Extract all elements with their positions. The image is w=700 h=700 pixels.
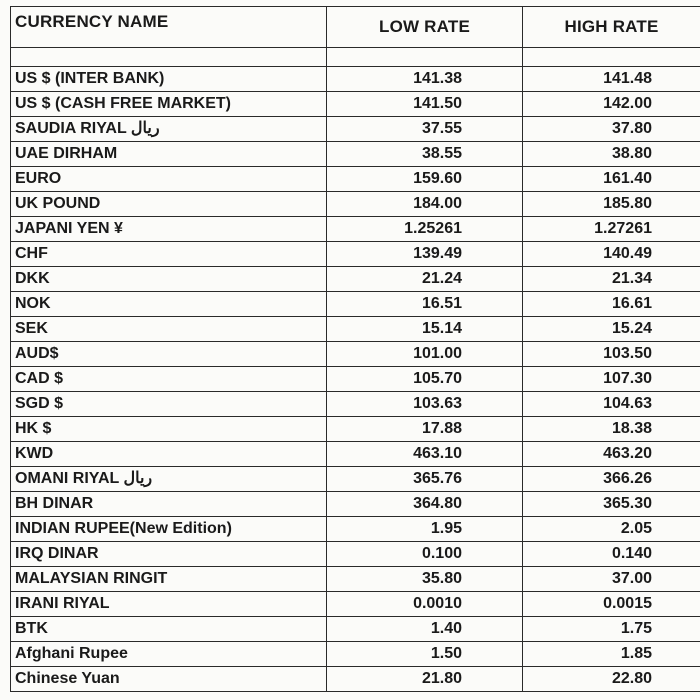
- high-rate-cell: 463.20: [523, 442, 700, 467]
- high-rate-cell: 140.49: [523, 242, 700, 267]
- table-row: [11, 167, 700, 192]
- table-row: [11, 442, 700, 467]
- low-rate-cell: 0.0010: [327, 592, 523, 617]
- high-rate-cell: 21.34: [523, 267, 700, 292]
- header-high-rate: HIGH RATE: [523, 7, 700, 48]
- currency-name-cell: INDIAN RUPEE(New Edition): [11, 517, 327, 542]
- currency-name-cell: UK POUND: [11, 192, 327, 217]
- low-rate-cell: 141.38: [327, 67, 523, 92]
- currency-name-cell: CHF: [11, 242, 327, 267]
- low-rate-cell: 1.50: [327, 642, 523, 667]
- low-rate-cell: 184.00: [327, 192, 523, 217]
- high-rate-cell: 161.40: [523, 167, 700, 192]
- low-rate-cell: 16.51: [327, 292, 523, 317]
- high-rate-cell: 1.75: [523, 617, 700, 642]
- table-row: [11, 542, 700, 567]
- currency-rate-table: [10, 6, 700, 692]
- low-rate-cell: 1.25261: [327, 217, 523, 242]
- currency-name-cell: NOK: [11, 292, 327, 317]
- currency-name-cell: IRANI RIYAL: [11, 592, 327, 617]
- low-rate-cell: 37.55: [327, 117, 523, 142]
- low-rate-cell: 38.55: [327, 142, 523, 167]
- high-rate-cell: 107.30: [523, 367, 700, 392]
- low-rate-cell: 17.88: [327, 417, 523, 442]
- table-row: [11, 667, 700, 692]
- table-row: [11, 492, 700, 517]
- low-rate-cell: 1.95: [327, 517, 523, 542]
- table-header: [11, 7, 700, 48]
- low-rate-cell: 141.50: [327, 92, 523, 117]
- currency-name-cell: BTK: [11, 617, 327, 642]
- currency-name-cell: US $ (CASH FREE MARKET): [11, 92, 327, 117]
- high-rate-cell: 16.61: [523, 292, 700, 317]
- currency-name-cell: AUD$: [11, 342, 327, 367]
- table-row: [11, 617, 700, 642]
- high-rate-cell: 142.00: [523, 92, 700, 117]
- spacer-cell: [327, 48, 523, 67]
- table-row: [11, 267, 700, 292]
- table-row: [11, 592, 700, 617]
- spacer-cell: [11, 48, 327, 67]
- currency-name-cell: JAPANI YEN ¥: [11, 217, 327, 242]
- low-rate-cell: 159.60: [327, 167, 523, 192]
- table-body: [11, 48, 700, 692]
- high-rate-cell: 18.38: [523, 417, 700, 442]
- low-rate-cell: 21.24: [327, 267, 523, 292]
- high-rate-cell: 103.50: [523, 342, 700, 367]
- currency-name-cell: HK $: [11, 417, 327, 442]
- table-row: [11, 467, 700, 492]
- currency-name-cell: MALAYSIAN RINGIT: [11, 567, 327, 592]
- table-row: [11, 117, 700, 142]
- table-row: [11, 642, 700, 667]
- table-row: [11, 367, 700, 392]
- high-rate-cell: 2.05: [523, 517, 700, 542]
- currency-name-cell: SGD $: [11, 392, 327, 417]
- high-rate-cell: 104.63: [523, 392, 700, 417]
- high-rate-cell: 37.00: [523, 567, 700, 592]
- currency-name-cell: OMANI RIYAL ریال: [11, 467, 327, 492]
- high-rate-cell: 141.48: [523, 67, 700, 92]
- currency-name-cell: US $ (INTER BANK): [11, 67, 327, 92]
- low-rate-cell: 15.14: [327, 317, 523, 342]
- high-rate-cell: 22.80: [523, 667, 700, 692]
- spacer-cell: [523, 48, 700, 67]
- currency-name-cell: EURO: [11, 167, 327, 192]
- low-rate-cell: 105.70: [327, 367, 523, 392]
- table-row: [11, 142, 700, 167]
- header-low-rate: LOW RATE: [327, 7, 523, 48]
- high-rate-cell: 365.30: [523, 492, 700, 517]
- table-row: [11, 292, 700, 317]
- high-rate-cell: 15.24: [523, 317, 700, 342]
- low-rate-cell: 21.80: [327, 667, 523, 692]
- low-rate-cell: 101.00: [327, 342, 523, 367]
- table-row: [11, 92, 700, 117]
- low-rate-cell: 0.100: [327, 542, 523, 567]
- low-rate-cell: 364.80: [327, 492, 523, 517]
- currency-name-cell: KWD: [11, 442, 327, 467]
- low-rate-cell: 1.40: [327, 617, 523, 642]
- high-rate-cell: 1.85: [523, 642, 700, 667]
- currency-name-cell: BH DINAR: [11, 492, 327, 517]
- table-row: [11, 567, 700, 592]
- table-row: [11, 417, 700, 442]
- currency-name-cell: SAUDIA RIYAL ریال: [11, 117, 327, 142]
- currency-name-cell: SEK: [11, 317, 327, 342]
- table-row: [11, 242, 700, 267]
- table-row: [11, 192, 700, 217]
- low-rate-cell: 35.80: [327, 567, 523, 592]
- currency-name-cell: IRQ DINAR: [11, 542, 327, 567]
- low-rate-cell: 365.76: [327, 467, 523, 492]
- low-rate-cell: 139.49: [327, 242, 523, 267]
- high-rate-cell: 366.26: [523, 467, 700, 492]
- high-rate-cell: 185.80: [523, 192, 700, 217]
- table-row: [11, 517, 700, 542]
- spacer-row: [11, 48, 700, 67]
- table-row: [11, 317, 700, 342]
- high-rate-cell: 0.0015: [523, 592, 700, 617]
- table-row: [11, 342, 700, 367]
- currency-name-cell: UAE DIRHAM: [11, 142, 327, 167]
- table-row: [11, 217, 700, 242]
- high-rate-cell: 37.80: [523, 117, 700, 142]
- currency-name-cell: DKK: [11, 267, 327, 292]
- table-row: [11, 392, 700, 417]
- table-row: [11, 67, 700, 92]
- high-rate-cell: 38.80: [523, 142, 700, 167]
- currency-name-cell: Chinese Yuan: [11, 667, 327, 692]
- header-row: [11, 7, 700, 48]
- currency-name-cell: Afghani Rupee: [11, 642, 327, 667]
- low-rate-cell: 463.10: [327, 442, 523, 467]
- high-rate-cell: 1.27261: [523, 217, 700, 242]
- currency-name-cell: CAD $: [11, 367, 327, 392]
- low-rate-cell: 103.63: [327, 392, 523, 417]
- high-rate-cell: 0.140: [523, 542, 700, 567]
- header-currency-name: CURRENCY NAME: [11, 7, 327, 48]
